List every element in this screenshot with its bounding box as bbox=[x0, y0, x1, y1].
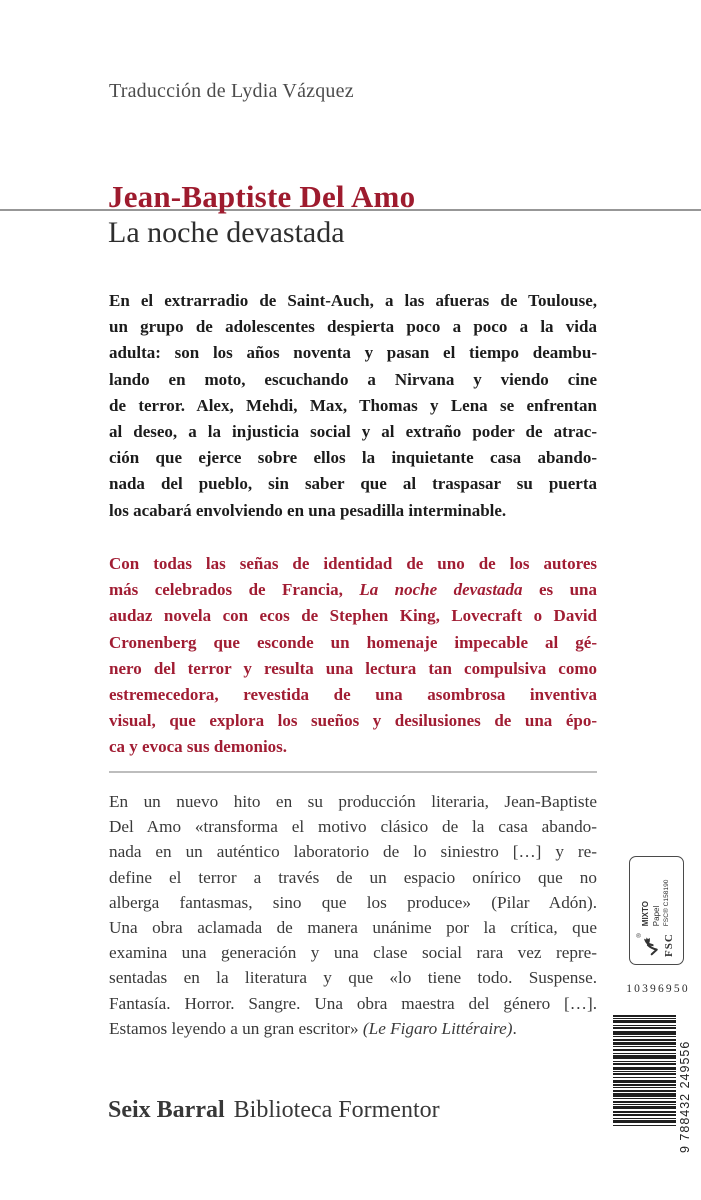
fsc-certification-label bbox=[629, 856, 684, 965]
synopsis-paragraph: En el extrarradio de Saint-Auch, a las afueras de Toulouse, un grupo de adolescentes despierta poco a poco a la vida adulta: son los años noventa y pasan el tiempo deambu- lando en moto, escuchando a Nirvana y viendo cine de terror. Alex, Mehdi, Max, Thomas y Lena se enfrentan al deseo, a la injusticia social y al extraño poder de atrac- ción que ejerce sobre ellos la inquietante casa abando- nada del pueblo, sin saber que al traspasar su puerta los acabará envolviendo en una pesadilla interminable. bbox=[109, 291, 597, 520]
translator-credit: Traducción de Lydia Vázquez bbox=[109, 80, 354, 102]
print-code: 10396950 bbox=[626, 983, 690, 995]
fsc-text-block bbox=[642, 880, 671, 927]
isbn-number: 9 788432 249556 bbox=[678, 1040, 692, 1153]
reviews-paragraph: En un nuevo hito en su producción literaria, Jean-Baptiste Del Amo «transforma el motivo clásico de la casa abando- nada en un auténtico laboratorio de lo siniestro […] y re- define el terror a través de un espacio onírico que no alberga fantasmas, sino que los produce» (Pilar Adón). Una obra aclamada de manera unánime por la crítica, que examina una generación y una clase social rara vez repre- sentadas en la literatura y que «lo tiene todo. Suspense. Fantasía. Horror. Sangre. Una obra maestra del género […]. Estamos leyendo a un gran escritor» (Le Figaro Littéraire). bbox=[109, 792, 597, 1038]
author-name: Jean-Baptiste Del Amo bbox=[108, 179, 416, 214]
collection-name: Biblioteca Formentor bbox=[233, 1097, 440, 1123]
publisher-line bbox=[108, 1097, 440, 1124]
fsc-tree-check-icon bbox=[641, 934, 663, 956]
ean-barcode bbox=[613, 1015, 676, 1128]
mid-rule bbox=[109, 771, 597, 773]
fsc-license-code: FSC® C158190 bbox=[662, 879, 670, 927]
fsc-logo-block bbox=[637, 933, 675, 957]
blurb-paragraph: Con todas las señas de identidad de uno de los autores más celebrados de Francia, La noche devastada es una audaz novela con ecos de Stephen King, Lovecraft o David Cronenberg que esconde un homenaje impecable al gé- nero del terror y resulta una lectura tan compulsiva como estremecedora, revestida de una asombrosa inventiva visual, que explora los sueños y desilusiones de una épo- ca y evoca sus demonios. bbox=[109, 554, 597, 757]
fsc-label-content bbox=[630, 857, 682, 963]
book-title: La noche devastada bbox=[108, 216, 345, 249]
registered-mark: ® bbox=[637, 933, 643, 938]
fsc-mix-label: MIXTO bbox=[640, 901, 650, 927]
publisher-name: Seix Barral bbox=[108, 1097, 225, 1123]
fsc-paper-label: Papel bbox=[651, 905, 661, 927]
fsc-wordmark: FSC bbox=[663, 933, 675, 957]
